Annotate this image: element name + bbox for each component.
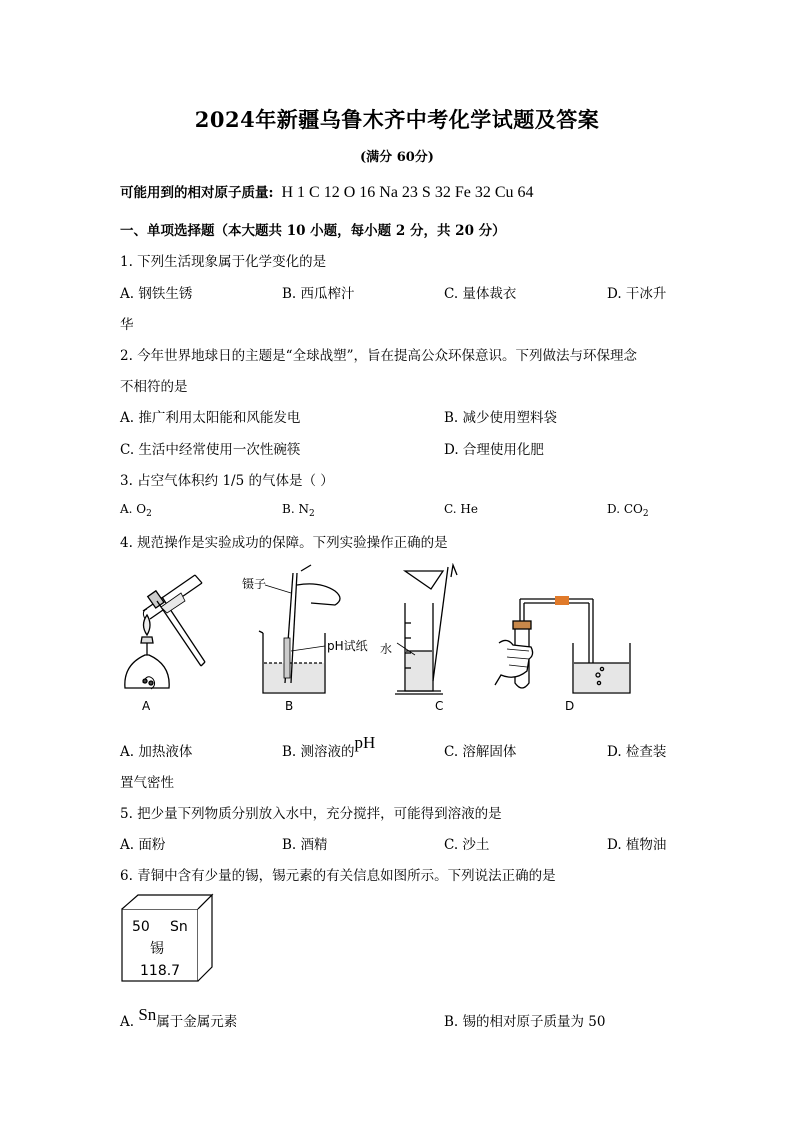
q6-option-a — [120, 1005, 238, 1031]
q3-option-d-text: D. CO — [607, 502, 643, 516]
q2-option-c: C. 生活中经常使用一次性碗筷 — [120, 442, 301, 458]
element-symbol: Sn — [170, 919, 188, 935]
question-2-stem-wrap: 不相符的是 — [120, 379, 188, 395]
atomic-mass-label: 可能用到的相对原子质量: — [120, 185, 274, 201]
element-name: 锡 — [150, 941, 164, 957]
q3-option-c: C. He — [444, 502, 478, 516]
q5-option-b: B. 酒精 — [282, 837, 328, 853]
fig-label-a: A — [142, 699, 151, 713]
q4-option-d: D. 检查装 — [607, 744, 667, 760]
q5-option-c: C. 沙土 — [444, 837, 490, 853]
q3-option-a-sub: 2 — [146, 509, 152, 519]
q3-option-b — [282, 502, 315, 519]
fig-water-label: 水 — [380, 642, 393, 656]
fig-label-d: D — [565, 699, 575, 713]
q3-option-a-text: A. O — [120, 502, 147, 516]
atomic-mass-line — [120, 181, 534, 202]
element-mass: 118.7 — [140, 963, 181, 979]
q4-option-a: A. 加热液体 — [120, 744, 193, 760]
q4-option-b-ph: pH — [354, 733, 376, 752]
figure-a-heating-liquid — [125, 575, 205, 689]
page-title: 2024年新疆乌鲁木齐中考化学试题及答案 — [194, 107, 600, 132]
fig-label-b: B — [285, 699, 294, 713]
q1-option-a: A. 钢铁生锈 — [120, 286, 193, 302]
q2-option-a: A. 推广利用太阳能和风能发电 — [120, 410, 301, 426]
q1-option-d-wrap: 华 — [120, 317, 134, 333]
q6-option-a-symbol: Sn — [138, 1005, 157, 1024]
q4-option-c: C. 溶解固体 — [444, 744, 517, 760]
question-3-stem: 3. 占空气体积约 1/5 的气体是（ ） — [120, 473, 334, 489]
question-6-stem: 6. 青铜中含有少量的锡，锡元素的有关信息如图所示。下列说法正确的是 — [120, 868, 556, 884]
atomic-mass-values: H 1 C 12 O 16 Na 23 S 32 Fe 32 Cu 64 — [281, 184, 534, 201]
element-number: 50 — [132, 919, 150, 935]
fig-ph-paper-label: pH试纸 — [327, 639, 368, 653]
q1-option-c: C. 量体裁衣 — [444, 286, 517, 302]
experiment-figure — [115, 563, 675, 718]
fig-label-c: C — [435, 699, 444, 713]
question-4-stem: 4. 规范操作是实验成功的保障。下列实验操作正确的是 — [120, 535, 448, 551]
section-heading: 一、单项选择题（本大题共 10 小题，每小题 2 分，共 20 分） — [120, 223, 506, 239]
q4-option-d-wrap: 置气密性 — [120, 775, 174, 791]
q1-option-d: D. 干冰升 — [607, 286, 667, 302]
question-2-stem: 2. 今年世界地球日的主题是“全球战塑”，旨在提高公众环保意识。下列做法与环保理念 — [120, 348, 637, 364]
q3-option-a — [120, 502, 152, 519]
question-5-stem: 5. 把少量下列物质分别放入水中，充分搅拌，可能得到溶液的是 — [120, 806, 502, 822]
q1-option-b: B. 西瓜榨汁 — [282, 286, 355, 302]
q4-option-b-text: B. 测溶液的 — [282, 744, 355, 760]
tin-element-cell — [120, 893, 220, 988]
question-1-stem: 1. 下列生活现象属于化学变化的是 — [120, 254, 327, 270]
q2-option-d: D. 合理使用化肥 — [444, 442, 544, 458]
q3-option-b-sub: 2 — [308, 509, 315, 519]
q5-option-d: D. 植物油 — [607, 837, 667, 853]
fig-tweezers-label: 镊子 — [242, 577, 267, 591]
figure-b-ph-test — [259, 565, 340, 693]
score-note: (满分 60分) — [360, 150, 434, 165]
q4-option-b — [282, 733, 376, 761]
q6-option-a-text: 属于金属元素 — [156, 1014, 238, 1030]
q6-option-a-prefix: A. — [120, 1014, 135, 1030]
q3-option-d — [607, 502, 649, 519]
q3-option-d-sub: 2 — [642, 509, 649, 519]
q6-option-b: B. 锡的相对原子质量为 50 — [444, 1014, 606, 1030]
q2-option-b: B. 减少使用塑料袋 — [444, 410, 558, 426]
q5-option-a: A. 面粉 — [120, 837, 166, 853]
figure-c-dissolving — [395, 565, 457, 694]
q3-option-b-text: B. N — [282, 502, 309, 516]
figure-d-airtightness — [495, 596, 630, 693]
